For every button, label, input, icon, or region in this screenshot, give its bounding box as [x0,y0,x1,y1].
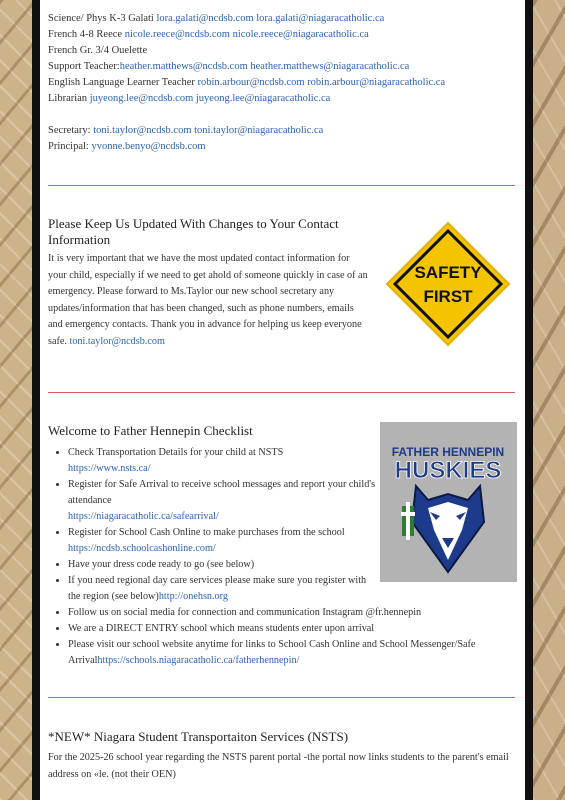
email-link[interactable]: toni.taylor@ncdsb.com [69,335,165,347]
frame-border-right [525,0,533,800]
checklist-item: • If you need regional day care services please make sure you register with the region (see below)http://onehsn.org [68,573,378,605]
checklist-item: • Check Transportation Details for your child at NSTS https://www.nsts.ca/ [68,445,378,477]
checklist-list-upper [48,445,378,605]
contact-update-section [48,216,368,350]
checklist-link[interactable]: https://niagaracatholic.ca/safearrival/ [68,511,219,522]
contact-line: French 4-8 Reece nicole.reece@ncdsb.com nicole.reece@niagaracatholic.ca [48,29,369,40]
logo-text-school: FATHER HENNEPIN [391,445,505,459]
checklist-section [48,423,378,439]
newsletter-content [40,0,525,800]
checklist-list-lower [48,605,516,669]
checklist-item: • We are a DIRECT ENTRY school which means students enter upon arrival [68,621,516,637]
email-link[interactable]: lora.galati@niagaracatholic.ca [256,13,385,24]
email-link[interactable]: toni.taylor@ncdsb.com [93,125,192,136]
checklist-item: • Register for School Cash Online to make purchases from the school https://ncdsb.schoolcashonline.com/ [68,525,378,557]
checklist-link[interactable]: http://onehsn.org [158,591,228,602]
principal-line: Principal: yvonne.benyo@ncdsb.com [48,141,206,152]
email-link[interactable]: yvonne.benyo@ncdsb.com [91,141,206,152]
email-link[interactable]: juyeong.lee@niagaracatholic.ca [195,93,331,104]
checklist-link[interactable]: https://schools.niagaracatholic.ca/fatherhennepin/ [97,655,300,666]
staff-contact-list [48,11,516,155]
contact-line: Science/ Phys K-3 Galati lora.galati@ncdsb.com lora.galati@niagaracatholic.ca [48,13,385,24]
email-link[interactable]: nicole.reece@niagaracatholic.ca [232,29,369,40]
section-body: It is very important that we have the most updated contact information for your child, especially if we need to get ahold of someone quickly in case of an emergency. Please forward to Ms.Taylor our new school secretary any updates/information that has been changed, such as phone numbers, emails and emergency contacts. Thank you in advance for helping us keep everyone safe. toni.taylor@ncdsb.com [48,253,368,347]
background-left [0,0,32,800]
nsts-section [48,729,516,783]
contact-line: Librarian juyeong.lee@ncdsb.com juyeong.lee@niagaracatholic.ca [48,93,331,104]
checklist-item: • Have your dress code ready to go (see below) [68,557,378,573]
section-title: Please Keep Us Updated With Changes to Your Contact Information [48,216,339,247]
email-link[interactable]: robin.arbour@niagaracatholic.ca [307,77,446,88]
section-divider [48,392,515,393]
section-divider [48,185,515,186]
email-link[interactable]: lora.galati@ncdsb.com [156,13,254,24]
section-title: *NEW* Niagara Student Transportaiton Services (NSTS) [48,729,349,744]
checklist-item: • Follow us on social media for connection and communication Instagram @fr.hennepin [68,605,516,621]
email-link[interactable]: juyeong.lee@ncdsb.com [89,93,194,104]
checklist-item: • Please visit our school website anytime for links to School Cash Online and School Messenger/Safe Arrivalhttps://schools.niagaracatholic.ca/fatherhennepin/ [68,637,516,669]
checklist-link[interactable]: https://www.nsts.ca/ [68,463,151,474]
section-divider [48,697,515,698]
section-title: Welcome to Father Hennepin Checklist [48,423,253,438]
email-link[interactable]: heather.matthews@ncdsb.com [119,61,248,72]
logo-text-huskies: HUSKIES [394,457,502,484]
background-right [533,0,565,800]
sign-text-line1: SAFETY [414,263,482,282]
email-link[interactable]: nicole.reece@ncdsb.com [124,29,230,40]
email-link[interactable]: robin.arbour@ncdsb.com [197,77,305,88]
frame-border-left [32,0,40,800]
contact-line: Support Teacher:heather.matthews@ncdsb.com heather.matthews@niagaracatholic.ca [48,61,410,72]
huskies-logo [380,422,517,582]
checklist-item: • Register for Safe Arrival to receive school messages and report your child's attendance https://niagaracatholic.ca/safearrival/ [68,477,378,525]
email-link[interactable]: toni.taylor@niagaracatholic.ca [194,125,324,136]
email-link[interactable]: heather.matthews@niagaracatholic.ca [250,61,410,72]
checklist-link[interactable]: https://ncdsb.schoolcashonline.com/ [68,543,216,554]
contact-line: English Language Learner Teacher robin.arbour@ncdsb.com robin.arbour@niagaracatholic.ca [48,77,446,88]
secretary-line: Secretary: toni.taylor@ncdsb.com toni.taylor@niagaracatholic.ca [48,125,324,136]
section-body: For the 2025-26 school year regarding the NSTS parent portal -the portal now links students to the parent's email address on «le. (not their OEN) [48,752,509,780]
safety-first-sign [385,221,511,347]
sign-text-line2: FIRST [423,287,473,306]
contact-line: French Gr. 3/4 Ouelette [48,45,148,56]
